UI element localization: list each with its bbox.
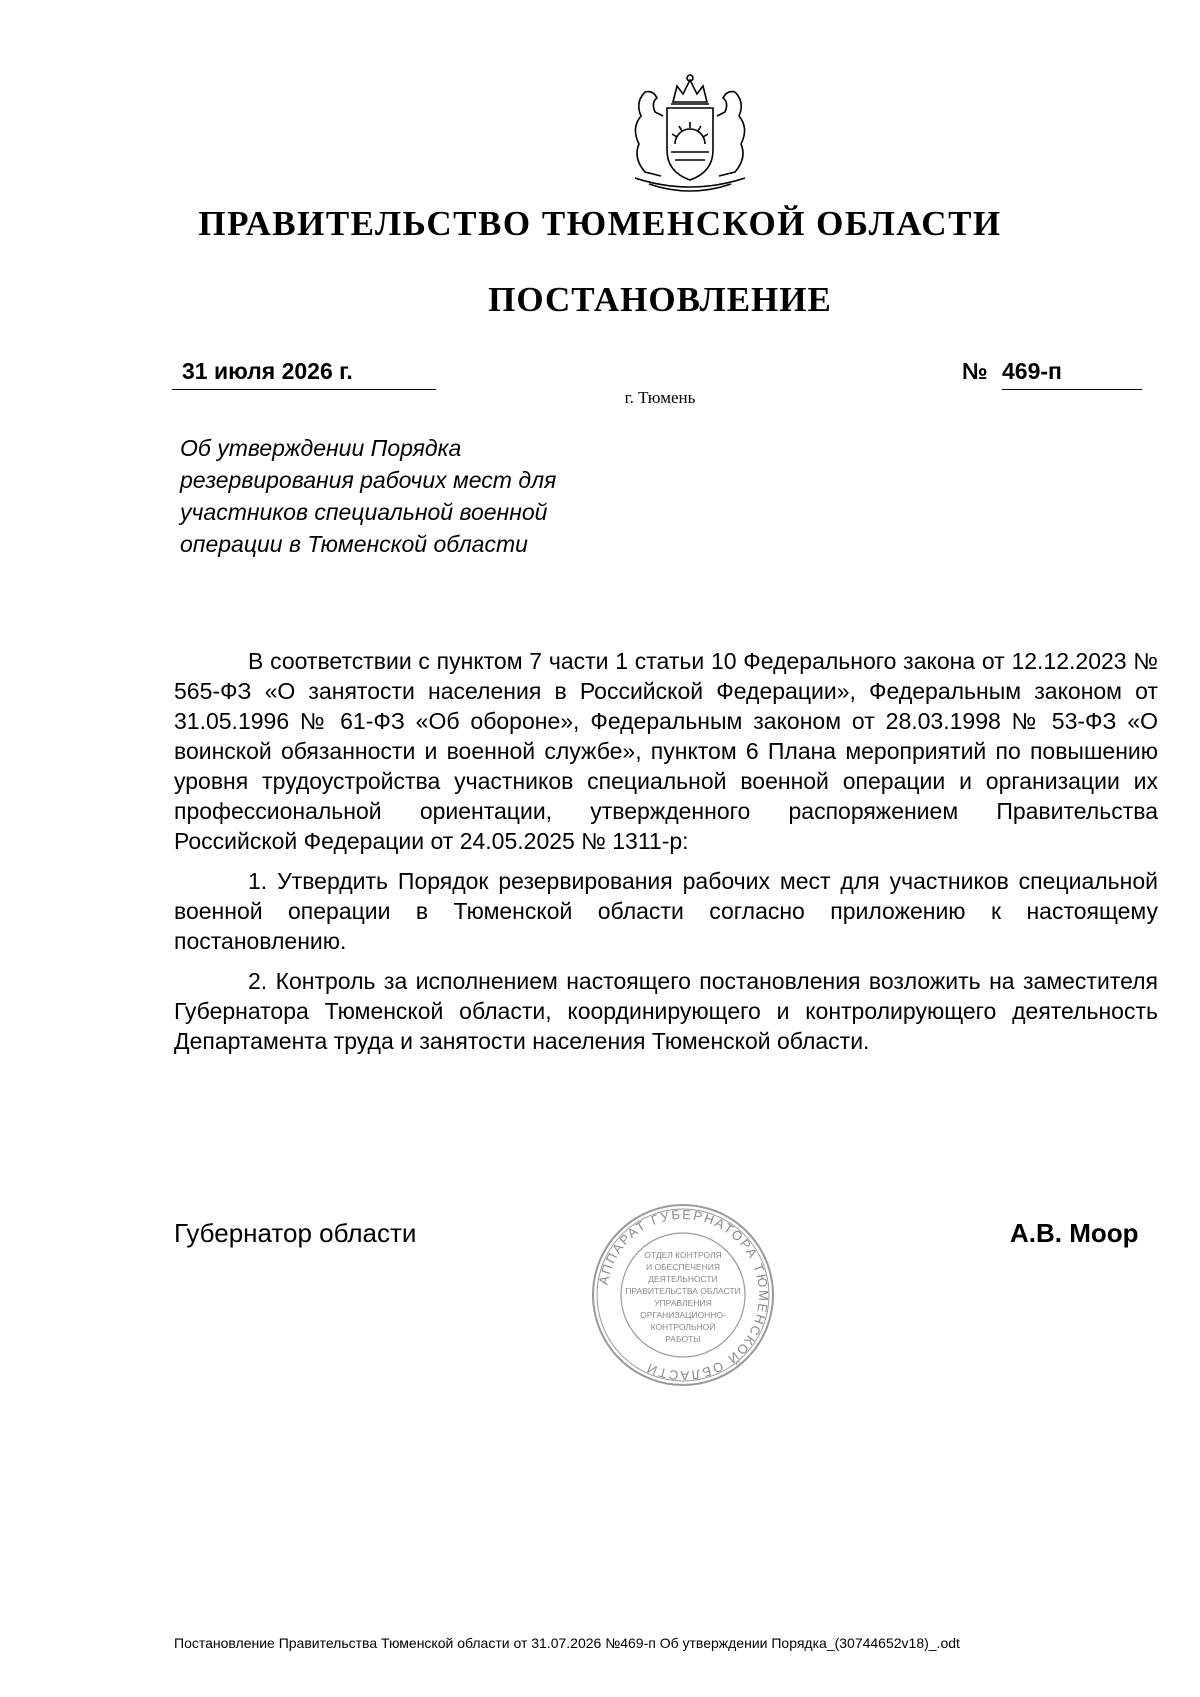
document-type-title: ПОСТАНОВЛЕНИЕ	[488, 280, 832, 319]
subject-line: операции в Тюменской области	[180, 531, 528, 557]
svg-text:ПРАВИТЕЛЬСТВА ОБЛАСТИ: ПРАВИТЕЛЬСТВА ОБЛАСТИ	[625, 1286, 741, 1296]
svg-text:КОНТРОЛЬНОЙ: КОНТРОЛЬНОЙ	[650, 1322, 716, 1332]
preamble-paragraph: В соответствии с пунктом 7 части 1 статьи 10 Федерального закона от 12.12.2023 № 565-ФЗ «О занятости населения в Российской Федерации», Федеральным законом от 31.05.1996 № 61-ФЗ «Об обороне», Федеральным законом от 28.03.1998 № 53-ФЗ «О воинской обязанности и военной службе», пунктом 6 Плана мероприятий по повышению уровня трудоустройства участников специальной военной операции и организации их профессиональной ориентации, утвержденного распоряжением Правительства Российской Федерации от 24.05.2025 № 1311-р:	[174, 648, 1158, 854]
document-date: 31 июля 2026 г.	[172, 358, 436, 390]
document-subject	[180, 432, 630, 560]
svg-text:И ОБЕСПЕЧЕНИЯ: И ОБЕСПЕЧЕНИЯ	[646, 1262, 720, 1272]
number-sign: №	[962, 358, 988, 384]
svg-text:УПРАВЛЕНИЯ: УПРАВЛЕНИЯ	[654, 1298, 712, 1308]
document-number-field	[962, 358, 1142, 390]
document-footer: Постановление Правительства Тюменской области от 31.07.2026 №469-п Об утверждении Порядка_(30744652v18)_.odt	[174, 1635, 960, 1651]
official-seal-stamp	[588, 1200, 778, 1390]
item-1-paragraph: 1. Утвердить Порядок резервирования рабочих мест для участников специальной военной операции в Тюменской области согласно приложению к настоящему постановлению.	[174, 868, 1158, 954]
svg-text:АППАРАТ ГУБЕРНАТОРА ТЮМЕНСКОЙ: АППАРАТ ГУБЕРНАТОРА ТЮМЕНСКОЙ ОБЛАСТИ	[595, 1206, 772, 1384]
document-body	[174, 646, 1158, 1066]
item-2-paragraph: 2. Контроль за исполнением настоящего постановления возложить на заместителя Губернатора Тюменской области, координирующего и контролирующего деятельность Департамента труда и занятости населения Тюменской области.	[174, 968, 1158, 1054]
signatory-name: А.В. Моор	[1010, 1218, 1139, 1248]
document-number: 469-п	[1002, 358, 1142, 390]
signatory-title: Губернатор области	[174, 1218, 417, 1248]
svg-text:ОРГАНИЗАЦИОННО-: ОРГАНИЗАЦИОННО-	[640, 1310, 726, 1320]
organization-title: ПРАВИТЕЛЬСТВО ТЮМЕНСКОЙ ОБЛАСТИ	[198, 204, 1002, 243]
subject-line: участников специальной военной	[180, 499, 548, 525]
svg-text:ДЕЯТЕЛЬНОСТИ: ДЕЯТЕЛЬНОСТИ	[648, 1274, 718, 1284]
subject-line: Об утверждении Порядка	[180, 435, 462, 461]
city-label: г. Тюмень	[624, 388, 696, 407]
subject-line: резервирования рабочих мест для	[180, 467, 557, 493]
svg-text:ОТДЕЛ КОНТРОЛЯ: ОТДЕЛ КОНТРОЛЯ	[644, 1250, 722, 1260]
coat-of-arms-emblem-icon	[605, 72, 775, 192]
svg-text:РАБОТЫ: РАБОТЫ	[665, 1334, 701, 1344]
